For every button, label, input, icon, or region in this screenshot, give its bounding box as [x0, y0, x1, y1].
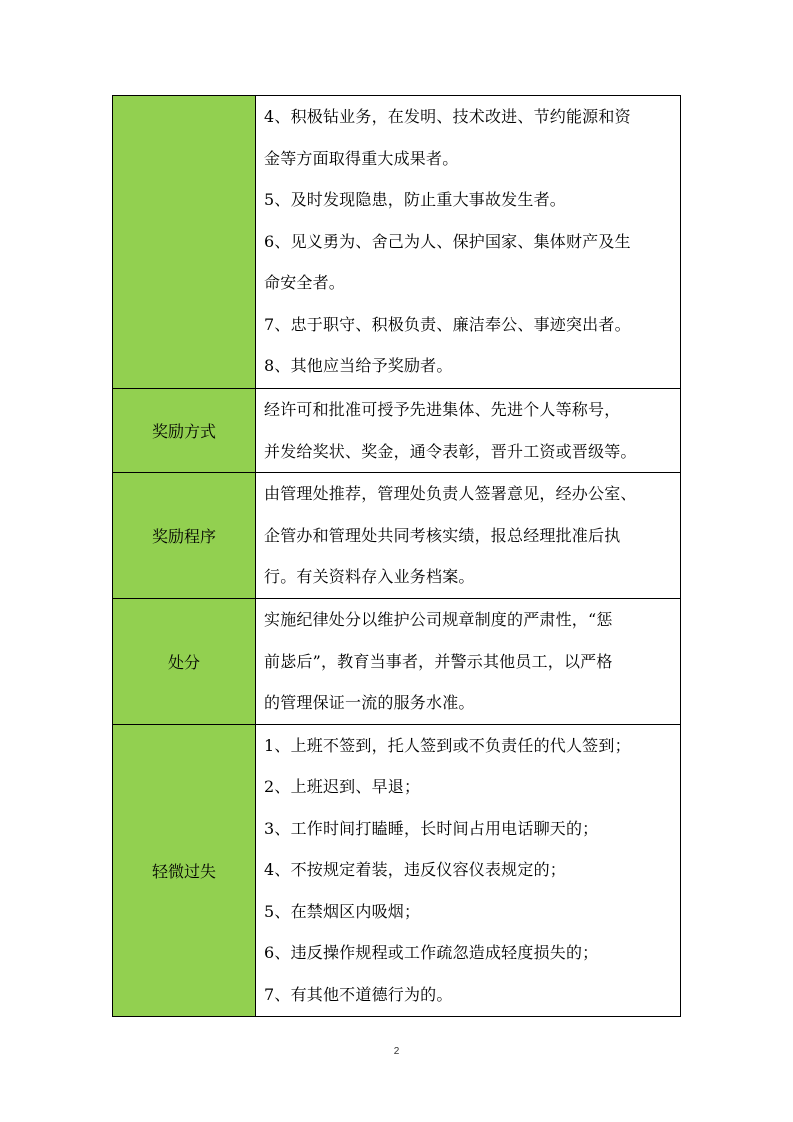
- content-line: 6、违反操作规程或工作疏忽造成轻度损失的；: [264, 943, 599, 962]
- content-line: 7、忠于职守、积极负责、廉洁奉公、事迹突出者。: [264, 314, 631, 334]
- content-line: 由管理处推荐，管理处负责人签署意见，经办公室、: [264, 484, 637, 503]
- content-line: 1、上班不签到，托人签到或不负责任的代人签到；: [264, 735, 631, 755]
- table-row: [113, 96, 681, 389]
- content-line: 6、见义勇为、舍己为人、保护国家、集体财产及生: [264, 231, 631, 251]
- content-line: 金等方面取得重大成果者。: [264, 148, 459, 168]
- row-label: 处分: [113, 599, 256, 725]
- content-line: 7、有其他不道德行为的。: [264, 984, 453, 1004]
- table-row: [113, 473, 681, 599]
- table-row: [113, 389, 681, 473]
- content-line: 2、上班迟到、早退；: [264, 777, 421, 796]
- row-content: [256, 96, 681, 389]
- content-line: 命安全者。: [264, 273, 346, 292]
- content-line: 3、工作时间打瞌睡，长时间占用电话聊天的；: [264, 818, 599, 838]
- content-line: 的管理保证一流的服务水准。: [264, 693, 475, 712]
- content-line: 5、在禁烟区内吸烟；: [264, 901, 421, 921]
- content-line: 实施纪律处分以维护公司规章制度的严肃性，“惩: [264, 610, 613, 629]
- page-number: 2: [393, 1046, 400, 1057]
- row-content: [256, 389, 681, 473]
- row-content: [256, 724, 681, 1016]
- content-line: 经许可和批准可授予先进集体、先进个人等称号，: [264, 400, 621, 419]
- content-line: 并发给奖状、奖金，通令表彰，晋升工资或晋级等。: [264, 441, 637, 461]
- row-content: [256, 473, 681, 599]
- content-line: 4、不按规定着装，违反仪容仪表规定的；: [264, 860, 566, 879]
- row-label: [113, 96, 256, 389]
- table-row: [113, 599, 681, 725]
- content-line: 8、其他应当给予奖励者。: [264, 356, 453, 375]
- content-line: 行。有关资料存入业务档案。: [264, 567, 475, 586]
- row-label: 奖励程序: [113, 473, 256, 599]
- row-label: 轻微过失: [113, 724, 256, 1016]
- table-row: [113, 724, 681, 1016]
- content-line: 4、积极钻业务，在发明、技术改进、节约能源和资: [264, 107, 631, 126]
- content-line: 前毖后”，教育当事者，并警示其他员工，以严格: [264, 651, 613, 671]
- rewards-penalties-table: [112, 95, 681, 1017]
- row-label: 奖励方式: [113, 389, 256, 473]
- content-line: 企管办和管理处共同考核实绩，报总经理批准后执: [264, 525, 621, 545]
- content-line: 5、及时发现隐患，防止重大事故发生者。: [264, 190, 566, 209]
- row-content: [256, 599, 681, 725]
